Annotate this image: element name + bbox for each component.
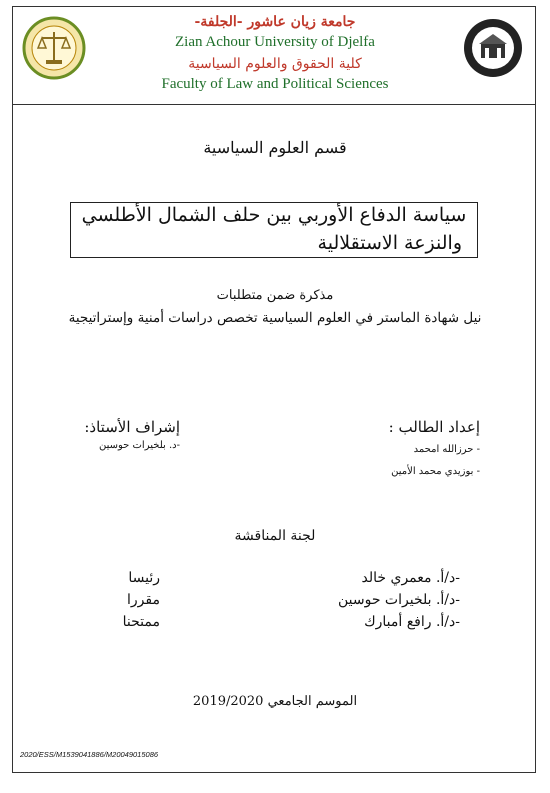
student-name: - حرزالله امحمد [413,444,480,455]
university-name-en: Zian Achour University of Djelfa [175,34,375,50]
committee-member-role: ممتحنا [122,614,160,630]
faculty-name-en: Faculty of Law and Political Sciences [161,76,389,92]
committee-title: لجنة المناقشة [234,528,316,544]
student-name: - بوزيدي محمد الأمين [391,466,480,477]
thesis-title-line1: سياسة الدفاع الأوربي بين حلف الشمال الأطلسي [81,204,467,226]
faculty-name-ar: كلية الحقوق والعلوم السياسية [188,56,362,72]
academic-season: الموسم الجامعي 2019/2020 [192,694,358,709]
scales-of-justice-logo-icon [22,16,86,80]
committee-member-name: -د/أ. بلخيرات حوسين [337,592,460,608]
header-separator [12,104,536,105]
header [0,6,550,106]
thesis-title-line2: والنزعة الاستقلالية [317,232,462,254]
page-border [12,6,536,773]
requirement-line2: نيل شهادة الماستر في العلوم السياسية تخصص دراسات أمنية وإستراتيجية [68,310,482,326]
department-name: قسم العلوم السياسية [203,138,347,157]
requirement-line1: مذكرة ضمن متطلبات [216,288,334,303]
university-name-ar: جامعة زيان عاشور -الجلفة- [194,14,356,30]
document-code: 2020/ESS/M1539041886/M20049015086 [20,750,159,759]
university-seal-logo-icon [463,18,523,78]
supervisor-label: إشراف الأستاذ: [84,418,180,436]
supervisor-name: -د. بلخيرات حوسين [98,440,180,451]
committee-member-name: -د/أ. معمري خالد [361,570,460,586]
committee-member-role: رئيسا [128,570,160,586]
committee-member-name: -د/أ. رافع أمبارك [364,614,460,630]
committee-member-role: مقررا [127,592,160,608]
students-label: إعداد الطالب : [388,418,480,436]
